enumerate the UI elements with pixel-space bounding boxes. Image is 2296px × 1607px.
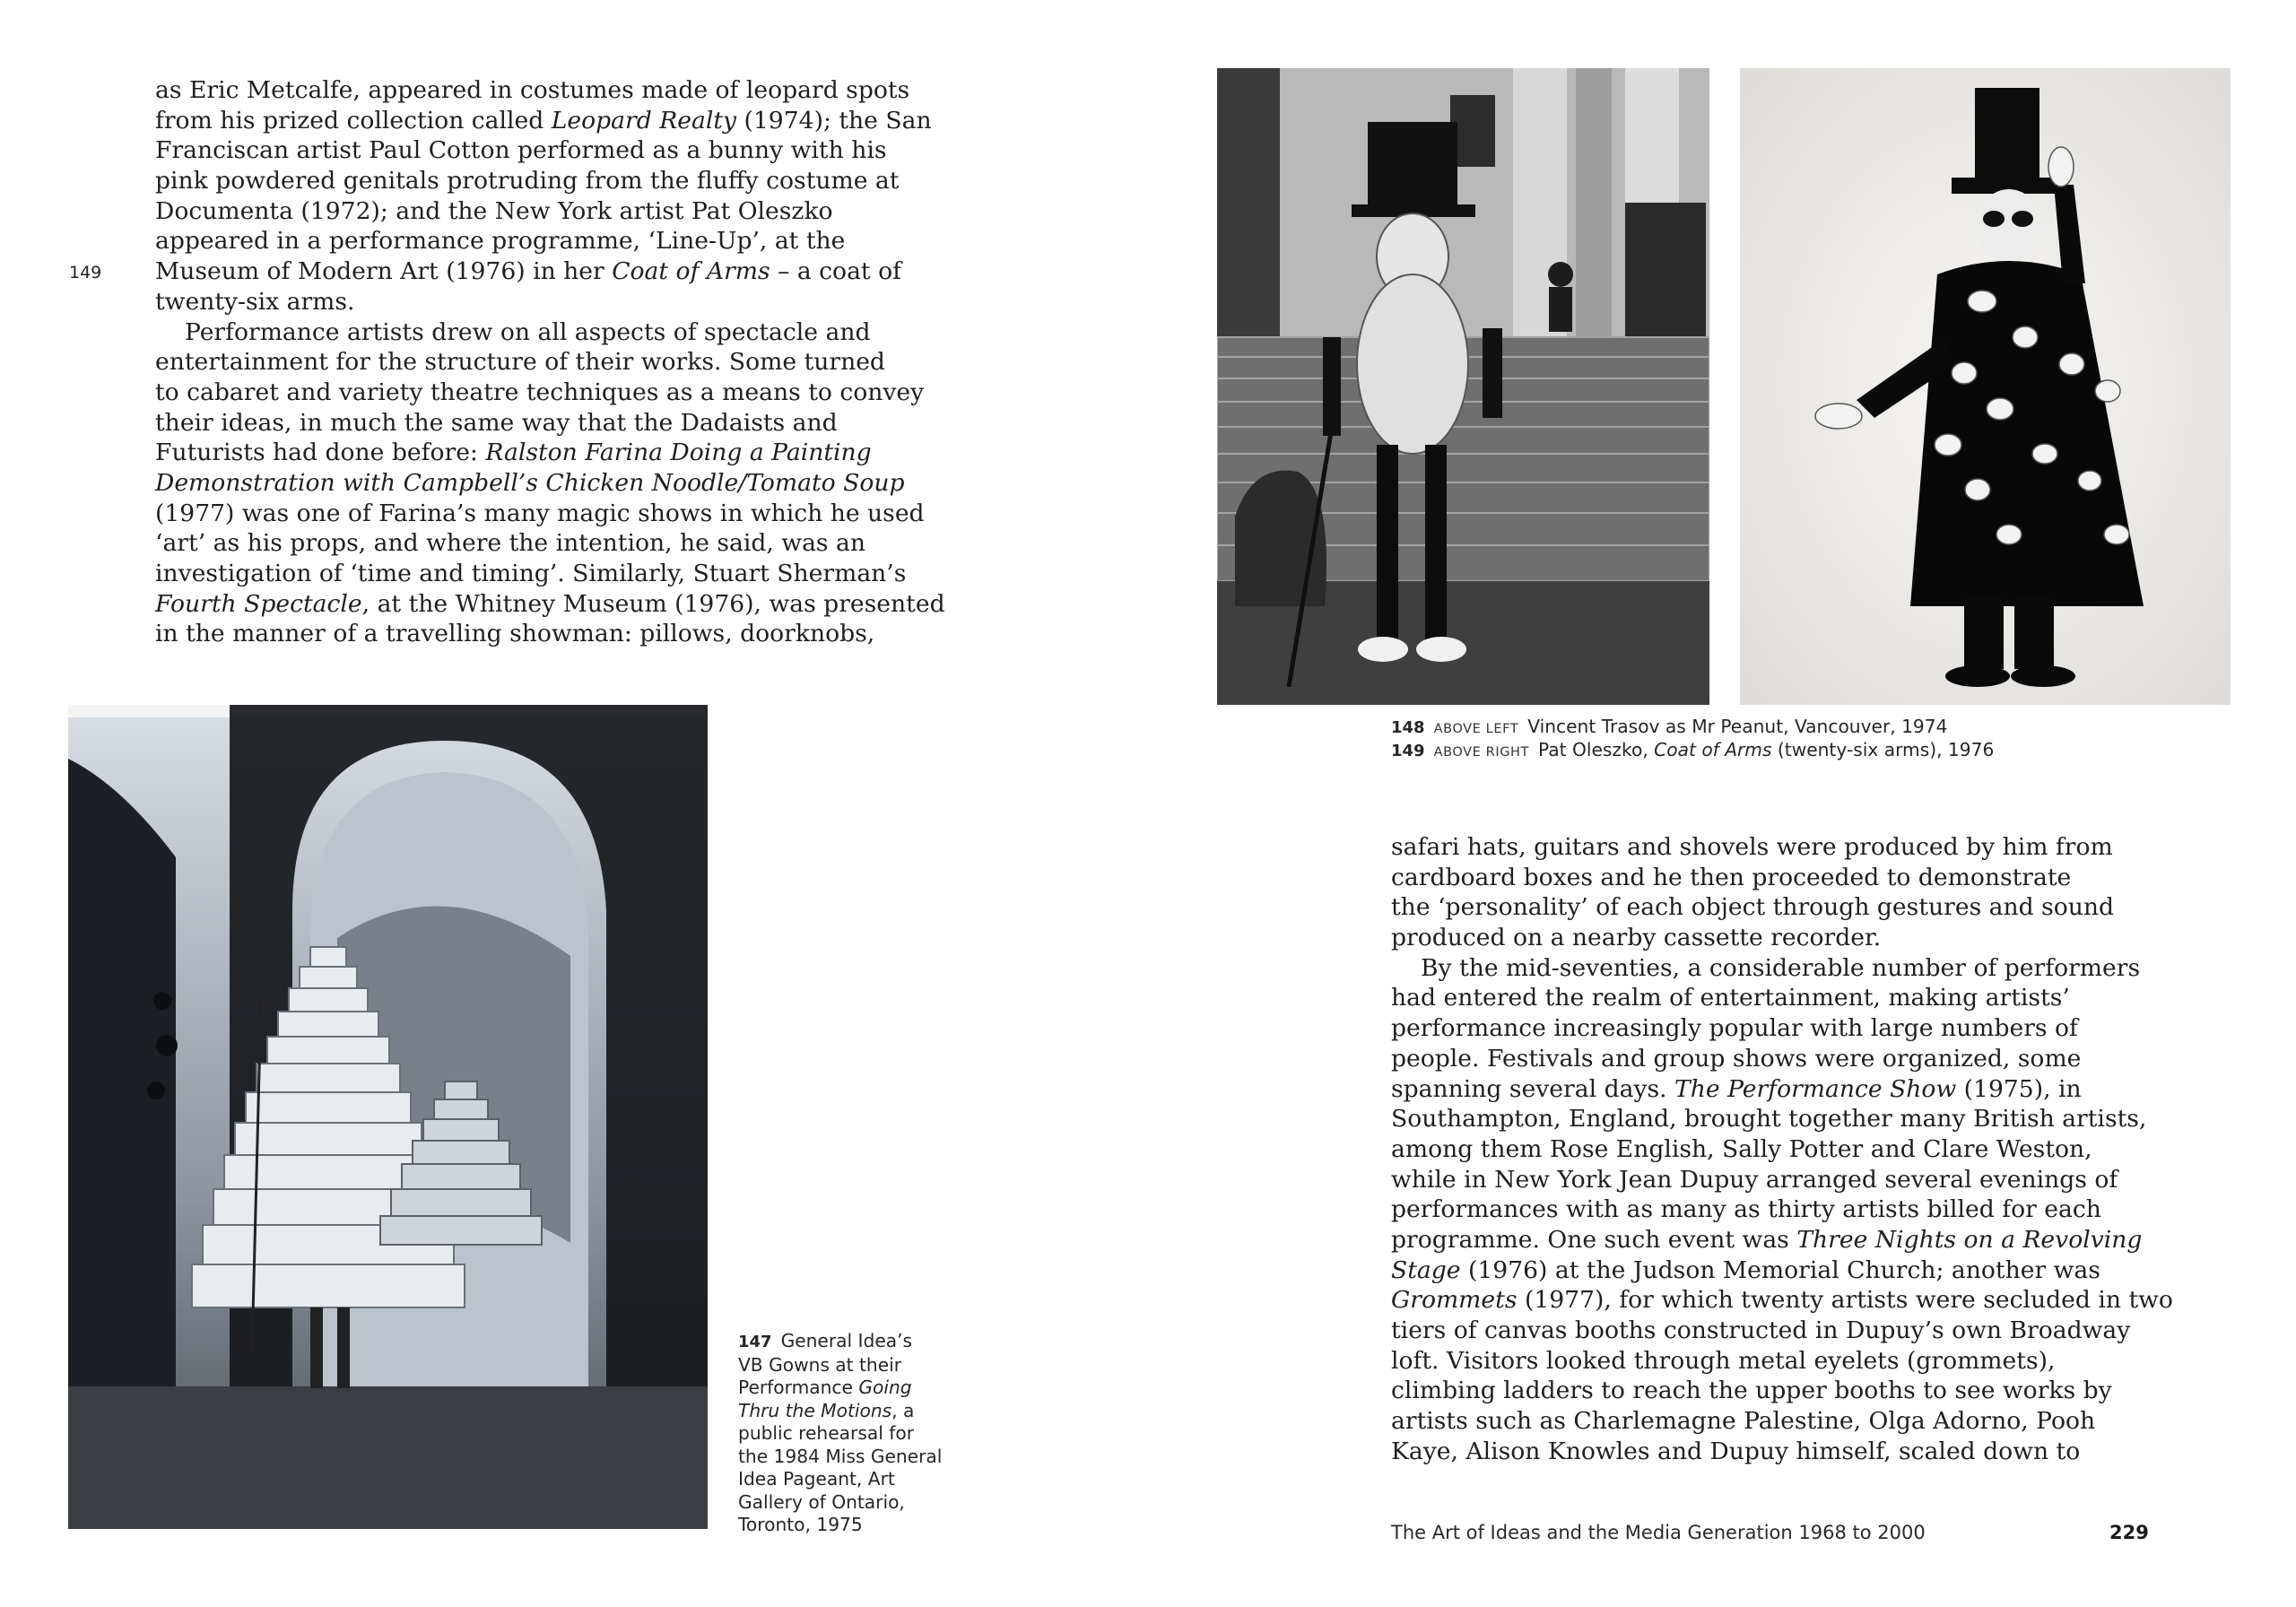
artwork-title: Leopard Realty [551, 106, 737, 135]
text-line: ‘art’ as his props, and where the intention, he said, was an [155, 529, 866, 558]
text-line: Southampton, England, brought together many British artists, [1391, 1105, 2147, 1134]
text-line: (1977) was one of Farina’s many magic shows in which he used [155, 499, 925, 527]
text-line: Franciscan artist Paul Cotton performed as a bunny with his [155, 136, 887, 165]
caption-147: 147 General Idea’s VB Gowns at their Performance Going Thru the Motions, a public rehearsal for the 1984 Miss General Idea Pageant, Art Gallery of Ontario, Toronto, 1975 [738, 1330, 943, 1535]
text-line: safari hats, guitars and shovels were produced by him from [1391, 833, 2113, 861]
text-line: from his prized collection called Leopard Realty (1974); the San [155, 106, 932, 135]
figure-number: 148 [1391, 718, 1425, 737]
artwork-title: The Performance Show [1674, 1074, 1957, 1103]
text-line: twenty-six arms. [155, 287, 355, 316]
text-line: had entered the realm of entertainment, making artists’ [1391, 984, 2070, 1012]
text-line [155, 468, 945, 499]
text-line: Stage (1976) at the Judson Memorial Church; another was [1391, 1255, 2100, 1284]
artwork-title: Stage [1391, 1255, 1461, 1284]
text-line: Fourth Spectacle, at the Whitney Museum (1976), was presented [155, 589, 945, 618]
photo-general-idea-vb-gowns [68, 705, 708, 1529]
artwork-title: Coat of Arms [612, 257, 770, 286]
text-line: programme. One such event was Three Nights on a Revolving [1391, 1225, 2143, 1254]
caption-148: 148 ABOVE LEFT Vincent Trasov as Mr Peanut, Vancouver, 1974 [1391, 716, 1948, 737]
text-line: in the manner of a travelling showman: pillows, doorknobs, [155, 620, 875, 648]
text-line: Futurists had done before: Ralston Farina Doing a Painting [155, 439, 872, 467]
text-line: entertainment for the structure of their works. Some turned [155, 348, 885, 377]
text-line: performance increasingly popular with large numbers of [1391, 1014, 2078, 1043]
artwork-title: Fourth Spectacle [155, 589, 362, 618]
text-line: their ideas, in much the same way that the Dadaists and [155, 408, 838, 437]
text-line: as Eric Metcalfe, appeared in costumes made of leopard spots [155, 76, 910, 104]
running-title: The Art of Ideas and the Media Generation 1968 to 2000 [1391, 1522, 1926, 1543]
text-line: By the mid-seventies, a considerable number of performers [1421, 953, 2141, 982]
text-line: artists such as Charlemagne Palestine, Olga Adorno, Pooh [1391, 1407, 2096, 1436]
text-line: people. Festivals and group shows were organized, some [1391, 1044, 2082, 1073]
caption-149: 149 ABOVE RIGHT Pat Oleszko, Coat of Arms (twenty-six arms), 1976 [1391, 739, 1995, 760]
figure-number: 147 [738, 1333, 772, 1351]
text-line: among them Rose English, Sally Potter and Clare Weston, [1391, 1134, 2092, 1163]
text-line: Documenta (1972); and the New York artist Pat Oleszko [155, 196, 833, 225]
artwork-title: Ralston Farina Doing a Painting [485, 439, 872, 467]
text-line: tiers of canvas booths constructed in Dupuy’s own Broadway [1391, 1316, 2131, 1344]
text-line: appeared in a performance programme, ‘Line-Up’, at the [155, 227, 846, 256]
caption-position: ABOVE RIGHT [1433, 745, 1529, 760]
artwork-title: Demonstration with Campbell’s Chicken Noodle/Tomato Soup [155, 468, 905, 497]
right-body-text [1391, 832, 2173, 1466]
text-line: Museum of Modern Art (1976) in her Coat of Arms – a coat of [155, 257, 901, 286]
text-line: spanning several days. The Performance Show (1975), in [1391, 1074, 2082, 1103]
text-line: while in New York Jean Dupuy arranged several evenings of [1391, 1165, 2118, 1194]
text-line: investigation of ‘time and timing’. Similarly, Stuart Sherman’s [155, 560, 907, 587]
text-line: pink powdered genitals protruding from the fluffy costume at [155, 167, 900, 195]
caption-position: ABOVE LEFT [1433, 722, 1519, 736]
page-number: 229 [2109, 1522, 2149, 1543]
artwork-title: Grommets [1391, 1286, 1518, 1315]
text-line: cardboard boxes and he then proceeded to demonstrate [1391, 863, 2072, 891]
margin-figure-reference: 149 [69, 263, 102, 282]
text-line: produced on a nearby cassette recorder. [1391, 924, 1882, 952]
photo-coat-of-arms [1740, 68, 2231, 705]
text-line: Performance artists drew on all aspects of spectacle and [185, 317, 871, 346]
text-line: Kaye, Alison Knowles and Dupuy himself, scaled down to [1391, 1437, 2081, 1465]
text-line: Grommets (1977), for which twenty artists were secluded in two [1391, 1286, 2173, 1315]
text-line: climbing ladders to reach the upper booths to see works by [1391, 1377, 2112, 1405]
artwork-title: Three Nights on a Revolving [1796, 1225, 2143, 1254]
text-line: to cabaret and variety theatre techniques as a means to convey [155, 378, 925, 406]
text-line: performances with as many as thirty artists billed for each [1391, 1195, 2101, 1224]
left-body-text [155, 75, 945, 649]
figure-number: 149 [1391, 742, 1425, 760]
photo-mr-peanut [1217, 68, 1709, 705]
text-line: loft. Visitors looked through metal eyelets (grommets), [1391, 1346, 2056, 1375]
text-line: the ‘personality’ of each object through gestures and sound [1391, 893, 2115, 922]
